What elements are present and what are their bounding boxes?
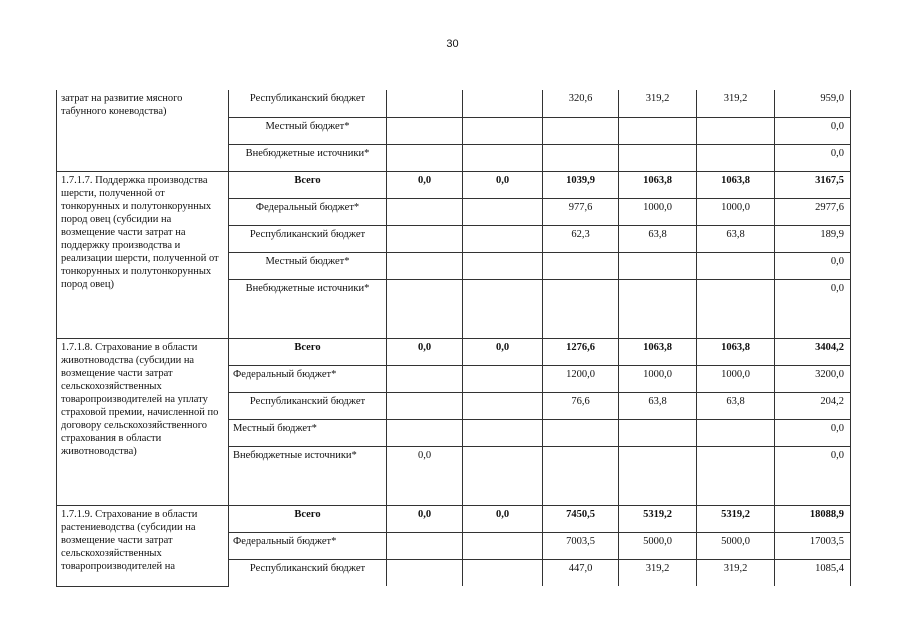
measure-description: 1.7.1.8. Страхование в области животноводства (субсидии на возмещение части затрат сельскохозяйственных товаропроизводителей на уплату страховой премии, начисленной по договору сельскохозяйственного страхования в области животноводства) xyxy=(57,338,229,505)
value-cell xyxy=(619,144,697,171)
value-cell: 0,0 xyxy=(387,171,463,198)
value-cell: 1000,0 xyxy=(697,365,775,392)
table-row xyxy=(57,90,851,117)
value-cell: 0,0 xyxy=(387,338,463,365)
value-cell xyxy=(463,365,543,392)
value-cell: 5319,2 xyxy=(619,505,697,532)
value-cell xyxy=(387,90,463,117)
value-cell: 17003,5 xyxy=(775,532,851,559)
value-cell xyxy=(463,117,543,144)
value-cell xyxy=(543,252,619,279)
value-cell: 319,2 xyxy=(697,90,775,117)
funding-source: Местный бюджет* xyxy=(229,419,387,446)
value-cell: 1063,8 xyxy=(697,171,775,198)
value-cell: 2977,6 xyxy=(775,198,851,225)
value-cell xyxy=(697,446,775,505)
funding-source: Республиканский бюджет xyxy=(229,225,387,252)
value-cell xyxy=(387,225,463,252)
value-cell xyxy=(543,279,619,338)
value-cell: 1039,9 xyxy=(543,171,619,198)
value-cell xyxy=(463,446,543,505)
value-cell: 3200,0 xyxy=(775,365,851,392)
value-cell: 0,0 xyxy=(775,446,851,505)
value-cell: 3404,2 xyxy=(775,338,851,365)
value-cell xyxy=(697,419,775,446)
funding-source: Внебюджетные источники* xyxy=(229,446,387,505)
value-cell: 1000,0 xyxy=(697,198,775,225)
value-cell xyxy=(463,90,543,117)
value-cell: 3167,5 xyxy=(775,171,851,198)
value-cell: 63,8 xyxy=(619,392,697,419)
value-cell: 76,6 xyxy=(543,392,619,419)
funding-source: Всего xyxy=(229,338,387,365)
value-cell xyxy=(387,279,463,338)
value-cell xyxy=(387,117,463,144)
value-cell: 0,0 xyxy=(775,252,851,279)
value-cell: 0,0 xyxy=(463,171,543,198)
value-cell: 1000,0 xyxy=(619,198,697,225)
value-cell xyxy=(543,446,619,505)
value-cell: 959,0 xyxy=(775,90,851,117)
funding-source: Республиканский бюджет xyxy=(229,90,387,117)
value-cell xyxy=(463,559,543,586)
value-cell: 0,0 xyxy=(775,419,851,446)
value-cell xyxy=(387,559,463,586)
funding-source: Республиканский бюджет xyxy=(229,392,387,419)
value-cell: 1085,4 xyxy=(775,559,851,586)
value-cell xyxy=(543,144,619,171)
table-row xyxy=(57,505,851,532)
value-cell: 1063,8 xyxy=(619,171,697,198)
funding-source: Всего xyxy=(229,171,387,198)
value-cell xyxy=(463,252,543,279)
funding-source: Всего xyxy=(229,505,387,532)
value-cell xyxy=(463,225,543,252)
value-cell: 63,8 xyxy=(697,392,775,419)
value-cell xyxy=(463,532,543,559)
value-cell xyxy=(463,419,543,446)
table-row xyxy=(57,171,851,198)
value-cell: 319,2 xyxy=(697,559,775,586)
value-cell xyxy=(697,279,775,338)
value-cell: 5000,0 xyxy=(619,532,697,559)
measure-description: 1.7.1.7. Поддержка производства шерсти, полученной от тонкорунных и полутонкорунных пород овец (субсидии на возмещение части затрат на поддержку производства и реализации шерсти, полученной от тонкорунных и полутонкорунных пород овец) xyxy=(57,171,229,338)
value-cell xyxy=(387,252,463,279)
value-cell xyxy=(387,144,463,171)
value-cell: 189,9 xyxy=(775,225,851,252)
value-cell xyxy=(463,144,543,171)
value-cell: 977,6 xyxy=(543,198,619,225)
funding-source: Местный бюджет* xyxy=(229,117,387,144)
value-cell: 1063,8 xyxy=(619,338,697,365)
value-cell xyxy=(387,419,463,446)
value-cell: 63,8 xyxy=(697,225,775,252)
value-cell: 0,0 xyxy=(463,338,543,365)
value-cell xyxy=(543,117,619,144)
budget-table xyxy=(56,90,851,587)
value-cell xyxy=(543,419,619,446)
value-cell: 1000,0 xyxy=(619,365,697,392)
funding-source: Внебюджетные источники* xyxy=(229,144,387,171)
value-cell xyxy=(387,532,463,559)
value-cell: 1200,0 xyxy=(543,365,619,392)
table-row xyxy=(57,338,851,365)
value-cell: 319,2 xyxy=(619,559,697,586)
value-cell: 5319,2 xyxy=(697,505,775,532)
value-cell xyxy=(387,365,463,392)
funding-source: Республиканский бюджет xyxy=(229,559,387,586)
value-cell xyxy=(697,252,775,279)
funding-source: Местный бюджет* xyxy=(229,252,387,279)
value-cell xyxy=(619,252,697,279)
value-cell: 320,6 xyxy=(543,90,619,117)
value-cell: 319,2 xyxy=(619,90,697,117)
funding-source: Федеральный бюджет* xyxy=(229,532,387,559)
value-cell: 1276,6 xyxy=(543,338,619,365)
measure-description: 1.7.1.9. Страхование в области растениеводства (субсидии на возмещение части затрат сельскохозяйственных товаропроизводителей на xyxy=(57,505,229,586)
value-cell xyxy=(387,198,463,225)
funding-source: Федеральный бюджет* xyxy=(229,365,387,392)
funding-source: Федеральный бюджет* xyxy=(229,198,387,225)
value-cell: 62,3 xyxy=(543,225,619,252)
budget-table-body xyxy=(57,90,851,586)
measure-description: затрат на развитие мясного табунного коневодства) xyxy=(57,90,229,171)
value-cell: 7450,5 xyxy=(543,505,619,532)
value-cell xyxy=(463,279,543,338)
value-cell: 1063,8 xyxy=(697,338,775,365)
value-cell: 18088,9 xyxy=(775,505,851,532)
value-cell: 0,0 xyxy=(387,505,463,532)
value-cell: 7003,5 xyxy=(543,532,619,559)
value-cell xyxy=(463,198,543,225)
value-cell xyxy=(619,419,697,446)
value-cell: 0,0 xyxy=(387,446,463,505)
value-cell xyxy=(387,392,463,419)
value-cell xyxy=(619,117,697,144)
value-cell: 0,0 xyxy=(775,117,851,144)
value-cell xyxy=(697,117,775,144)
value-cell: 0,0 xyxy=(775,279,851,338)
value-cell: 447,0 xyxy=(543,559,619,586)
value-cell xyxy=(697,144,775,171)
page-number: 30 xyxy=(446,38,459,50)
value-cell xyxy=(619,446,697,505)
value-cell: 0,0 xyxy=(463,505,543,532)
value-cell: 5000,0 xyxy=(697,532,775,559)
value-cell xyxy=(463,392,543,419)
value-cell: 204,2 xyxy=(775,392,851,419)
value-cell: 63,8 xyxy=(619,225,697,252)
value-cell: 0,0 xyxy=(775,144,851,171)
funding-source: Внебюджетные источники* xyxy=(229,279,387,338)
value-cell xyxy=(619,279,697,338)
